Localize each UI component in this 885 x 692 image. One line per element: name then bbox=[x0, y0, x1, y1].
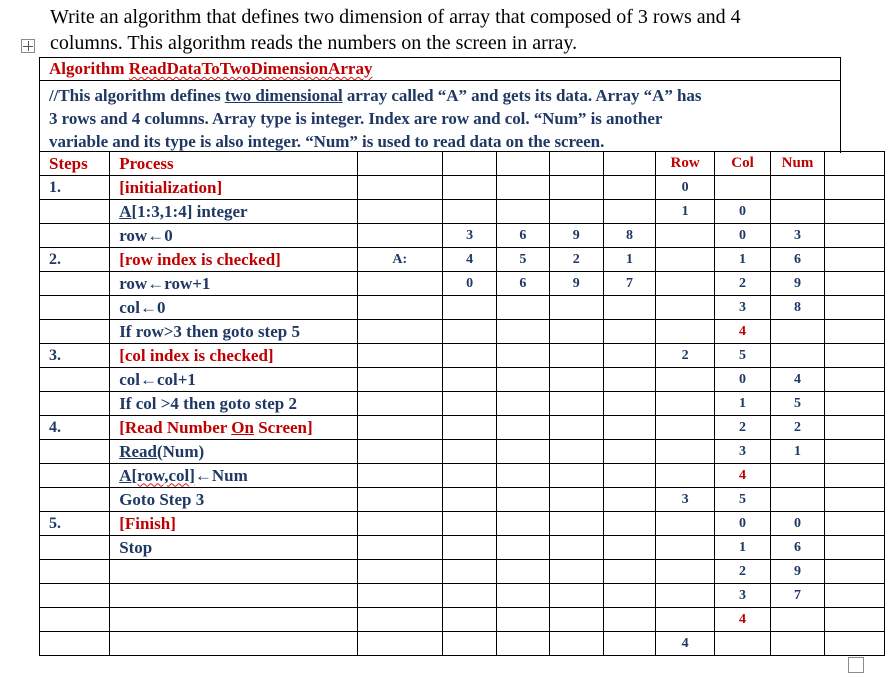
algorithm-title-prefix: Algorithm bbox=[49, 59, 129, 78]
table-row bbox=[40, 488, 885, 512]
array-cell: 0 bbox=[442, 272, 496, 296]
algorithm-description bbox=[39, 80, 841, 153]
array-declaration: [1:3,1:4] integer bbox=[131, 201, 248, 221]
array-cell: 6 bbox=[497, 224, 549, 248]
table-row bbox=[40, 248, 885, 272]
trace-col-value: 2 bbox=[715, 560, 771, 584]
trace-col-value: 3 bbox=[715, 296, 771, 320]
description-line-1-text-b: array called “A” and gets its data. Array “A” has bbox=[342, 86, 702, 105]
description-line-1-text-a: //This algorithm defines bbox=[49, 86, 225, 105]
row-header: Row bbox=[656, 152, 715, 176]
table-row bbox=[40, 392, 885, 416]
table-row bbox=[40, 344, 885, 368]
question-line-2: columns. This algorithm reads the numbers on the screen in array. bbox=[50, 32, 578, 54]
array-cell: 6 bbox=[497, 272, 549, 296]
process-text: Goto Step 3 bbox=[110, 488, 357, 512]
question-line-1: Write an algorithm that defines two dimension of array that composed of 3 rows and 4 bbox=[50, 6, 741, 28]
array-cell: 8 bbox=[603, 224, 655, 248]
process-text bbox=[110, 416, 357, 440]
trace-row-value: 2 bbox=[656, 344, 715, 368]
algorithm-title bbox=[39, 57, 841, 80]
table-row bbox=[40, 464, 885, 488]
step-number: 2. bbox=[40, 248, 110, 272]
trace-col-value: 4 bbox=[715, 320, 771, 344]
process-text-a: [Read Number bbox=[119, 417, 232, 437]
process-text bbox=[110, 464, 357, 488]
step-number: 4. bbox=[40, 416, 110, 440]
read-argument: (Num) bbox=[156, 441, 205, 461]
process-text: row←0 bbox=[110, 224, 357, 248]
table-move-handle-icon[interactable] bbox=[21, 39, 35, 53]
table-resize-handle-icon[interactable] bbox=[848, 657, 864, 673]
array-cell: 9 bbox=[549, 224, 603, 248]
array-cell: 2 bbox=[549, 248, 603, 272]
trace-col-value: 1 bbox=[715, 536, 771, 560]
description-line-2: 3 rows and 4 columns. Array type is integer. Index are row and col. “Num” is another bbox=[49, 109, 663, 128]
trace-num-value: 1 bbox=[770, 440, 824, 464]
trace-row-value: 1 bbox=[656, 200, 715, 224]
process-text bbox=[110, 200, 357, 224]
process-text: If col >4 then goto step 2 bbox=[110, 392, 357, 416]
trace-row-value: 0 bbox=[656, 176, 715, 200]
table-row bbox=[40, 224, 885, 248]
trace-col-value: 5 bbox=[715, 344, 771, 368]
trace-col-value: 1 bbox=[715, 248, 771, 272]
trace-num-value: 5 bbox=[770, 392, 824, 416]
process-text: Stop bbox=[110, 536, 357, 560]
description-line-1 bbox=[49, 84, 840, 107]
trace-num-value: 8 bbox=[770, 296, 824, 320]
table-row bbox=[40, 368, 885, 392]
trace-col-value: 1 bbox=[715, 392, 771, 416]
col-header: Col bbox=[715, 152, 771, 176]
trace-num-value: 6 bbox=[770, 536, 824, 560]
process-text: If row>3 then goto step 5 bbox=[110, 320, 357, 344]
assign-array-underlined: A bbox=[119, 465, 132, 485]
trace-row-value: 4 bbox=[656, 632, 715, 656]
process-text: col←0 bbox=[110, 296, 357, 320]
process-text: col←col+1 bbox=[110, 368, 357, 392]
process-text: row←row+1 bbox=[110, 272, 357, 296]
algorithm-table bbox=[39, 151, 885, 656]
trace-col-value: 0 bbox=[715, 200, 771, 224]
description-line-3: variable and its type is also integer. “Num” is used to read data on the screen. bbox=[49, 132, 605, 151]
trace-num-value: 3 bbox=[770, 224, 824, 248]
process-text: [initialization] bbox=[110, 176, 357, 200]
table-row bbox=[40, 512, 885, 536]
array-cell: 1 bbox=[603, 248, 655, 272]
assign-index-squiggle: [row,col] bbox=[131, 465, 195, 485]
table-row bbox=[40, 584, 885, 608]
process-text: [col index is checked] bbox=[110, 344, 357, 368]
process-header: Process bbox=[110, 152, 357, 176]
process-text-underlined: On bbox=[231, 417, 254, 437]
read-underlined: Read bbox=[119, 441, 157, 461]
table-row bbox=[40, 272, 885, 296]
steps-header: Steps bbox=[40, 152, 110, 176]
table-row bbox=[40, 632, 885, 656]
description-line-1-underlined: two dimensional bbox=[224, 86, 343, 105]
step-number: 1. bbox=[40, 176, 110, 200]
table-row bbox=[40, 176, 885, 200]
table-row bbox=[40, 296, 885, 320]
table-row bbox=[40, 560, 885, 584]
process-text: [row index is checked] bbox=[110, 248, 357, 272]
trace-num-value: 6 bbox=[770, 248, 824, 272]
trace-col-value: 0 bbox=[715, 224, 771, 248]
assign-value: ←Num bbox=[194, 465, 248, 485]
trace-col-value: 2 bbox=[715, 272, 771, 296]
trace-col-value: 4 bbox=[715, 608, 771, 632]
array-label: A: bbox=[357, 248, 442, 272]
table-row bbox=[40, 608, 885, 632]
algorithm-name: ReadDataToTwoDimensionArray bbox=[128, 59, 373, 78]
trace-row-value: 3 bbox=[656, 488, 715, 512]
trace-col-value: 4 bbox=[715, 464, 771, 488]
table-row bbox=[40, 320, 885, 344]
process-text-b: Screen] bbox=[253, 417, 313, 437]
step-number: 5. bbox=[40, 512, 110, 536]
header-row bbox=[40, 152, 885, 176]
trace-num-value: 9 bbox=[770, 272, 824, 296]
trace-num-value: 9 bbox=[770, 560, 824, 584]
trace-col-value: 2 bbox=[715, 416, 771, 440]
array-cell: 9 bbox=[549, 272, 603, 296]
table-row bbox=[40, 416, 885, 440]
trace-col-value: 3 bbox=[715, 584, 771, 608]
trace-num-value: 4 bbox=[770, 368, 824, 392]
trace-col-value: 5 bbox=[715, 488, 771, 512]
process-text bbox=[110, 440, 357, 464]
array-cell: 3 bbox=[442, 224, 496, 248]
step-number: 3. bbox=[40, 344, 110, 368]
table-row bbox=[40, 536, 885, 560]
array-cell: 7 bbox=[603, 272, 655, 296]
process-text: [Finish] bbox=[110, 512, 357, 536]
trace-col-value: 3 bbox=[715, 440, 771, 464]
table-row bbox=[40, 200, 885, 224]
num-header: Num bbox=[770, 152, 824, 176]
trace-num-value: 2 bbox=[770, 416, 824, 440]
trace-num-value: 7 bbox=[770, 584, 824, 608]
trace-col-value: 0 bbox=[715, 368, 771, 392]
array-cell: 4 bbox=[442, 248, 496, 272]
trace-col-value: 0 bbox=[715, 512, 771, 536]
array-name-underlined: A bbox=[119, 201, 132, 221]
trace-num-value: 0 bbox=[770, 512, 824, 536]
array-cell: 5 bbox=[497, 248, 549, 272]
table-row bbox=[40, 440, 885, 464]
